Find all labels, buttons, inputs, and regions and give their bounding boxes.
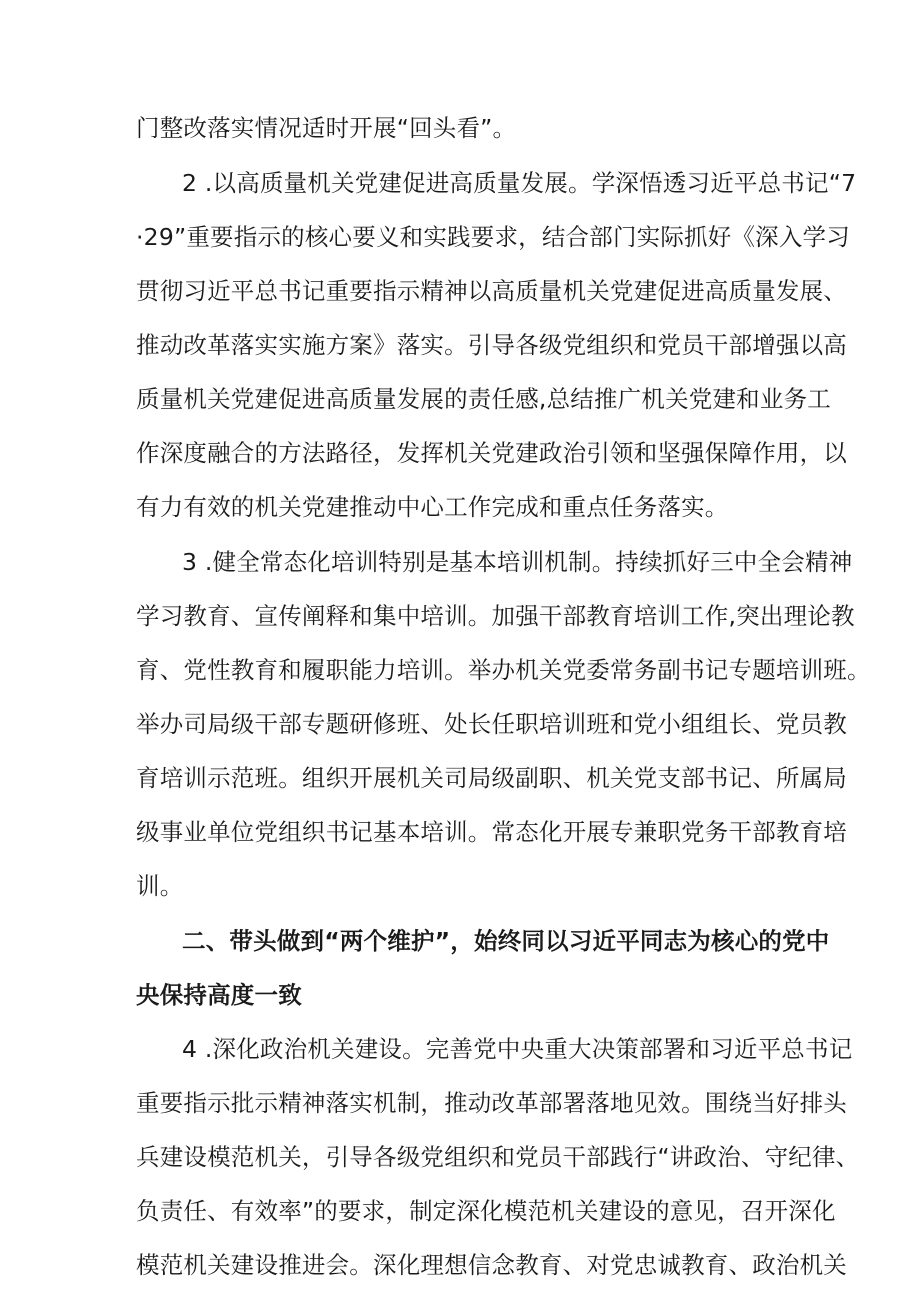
item-3-line: 举办司局级干部专题研修班、处长任职培训班和党小组组长、党员教 bbox=[136, 710, 847, 738]
item-3-line: 级事业单位党组织书记基本培训。常态化开展专兼职党务干部教育培 bbox=[136, 818, 847, 846]
item-4-line: 兵建设模范机关，引导各级党组织和党员干部践行“讲政治、守纪律、 bbox=[136, 1143, 860, 1171]
item-2-line: ·29”重要指示的核心要义和实践要求，结合部门实际抓好《深入学习 bbox=[136, 223, 850, 251]
item-4-line: 负责任、有效率”的要求，制定深化模范机关建设的意见，召开深化 bbox=[136, 1197, 836, 1225]
item-2-line: 贯彻习近平总书记重要指示精神以高质量机关党建促进高质量发展、 bbox=[136, 277, 847, 305]
item-2-line: 有力有效的机关党建推动中心工作完成和重点任务落实。 bbox=[136, 493, 729, 521]
item-3-line: 育培训示范班。组织开展机关司局级副职、机关党支部书记、所属局 bbox=[136, 764, 847, 792]
section-heading-line: 央保持高度一致 bbox=[136, 981, 302, 1009]
item-3-line: 学习教育、宣传阐释和集中培训。加强干部教育培训工作,突出理论教 bbox=[136, 602, 855, 630]
item-3-line: 训。 bbox=[136, 872, 184, 900]
item-2-line: 作深度融合的方法路径，发挥机关党建政治引领和坚强保障作用，以 bbox=[136, 439, 847, 467]
item-3-line: 3 .健全常态化培训特别是基本培训机制。持续抓好三中全会精神 bbox=[182, 548, 853, 576]
item-2-line: 推动改革落实实施方案》落实。引导各级党组织和党员干部增强以高 bbox=[136, 331, 847, 359]
item-2-line: 2 .以高质量机关党建促进高质量发展。学深悟透习近平总书记“7 bbox=[182, 169, 857, 197]
paragraph-continuation-line: 门整改落实情况适时开展“回头看”。 bbox=[136, 114, 517, 142]
item-4-line: 模范机关建设推进会。深化理想信念教育、对党忠诚教育、政治机关 bbox=[136, 1251, 847, 1279]
item-4-line: 4 .深化政治机关建设。完善党中央重大决策部署和习近平总书记 bbox=[182, 1035, 853, 1063]
item-4-line: 重要指示批示精神落实机制，推动改革部署落地见效。围绕当好排头 bbox=[136, 1089, 847, 1117]
item-3-line: 育、党性教育和履职能力培训。举办机关党委常务副书记专题培训班。 bbox=[136, 656, 871, 684]
section-heading-line: 二、带头做到“两个维护”，始终同以习近平同志为核心的党中 bbox=[182, 927, 830, 955]
item-2-line: 质量机关党建促进高质量发展的责任感,总结推广机关党建和业务工 bbox=[136, 385, 831, 413]
